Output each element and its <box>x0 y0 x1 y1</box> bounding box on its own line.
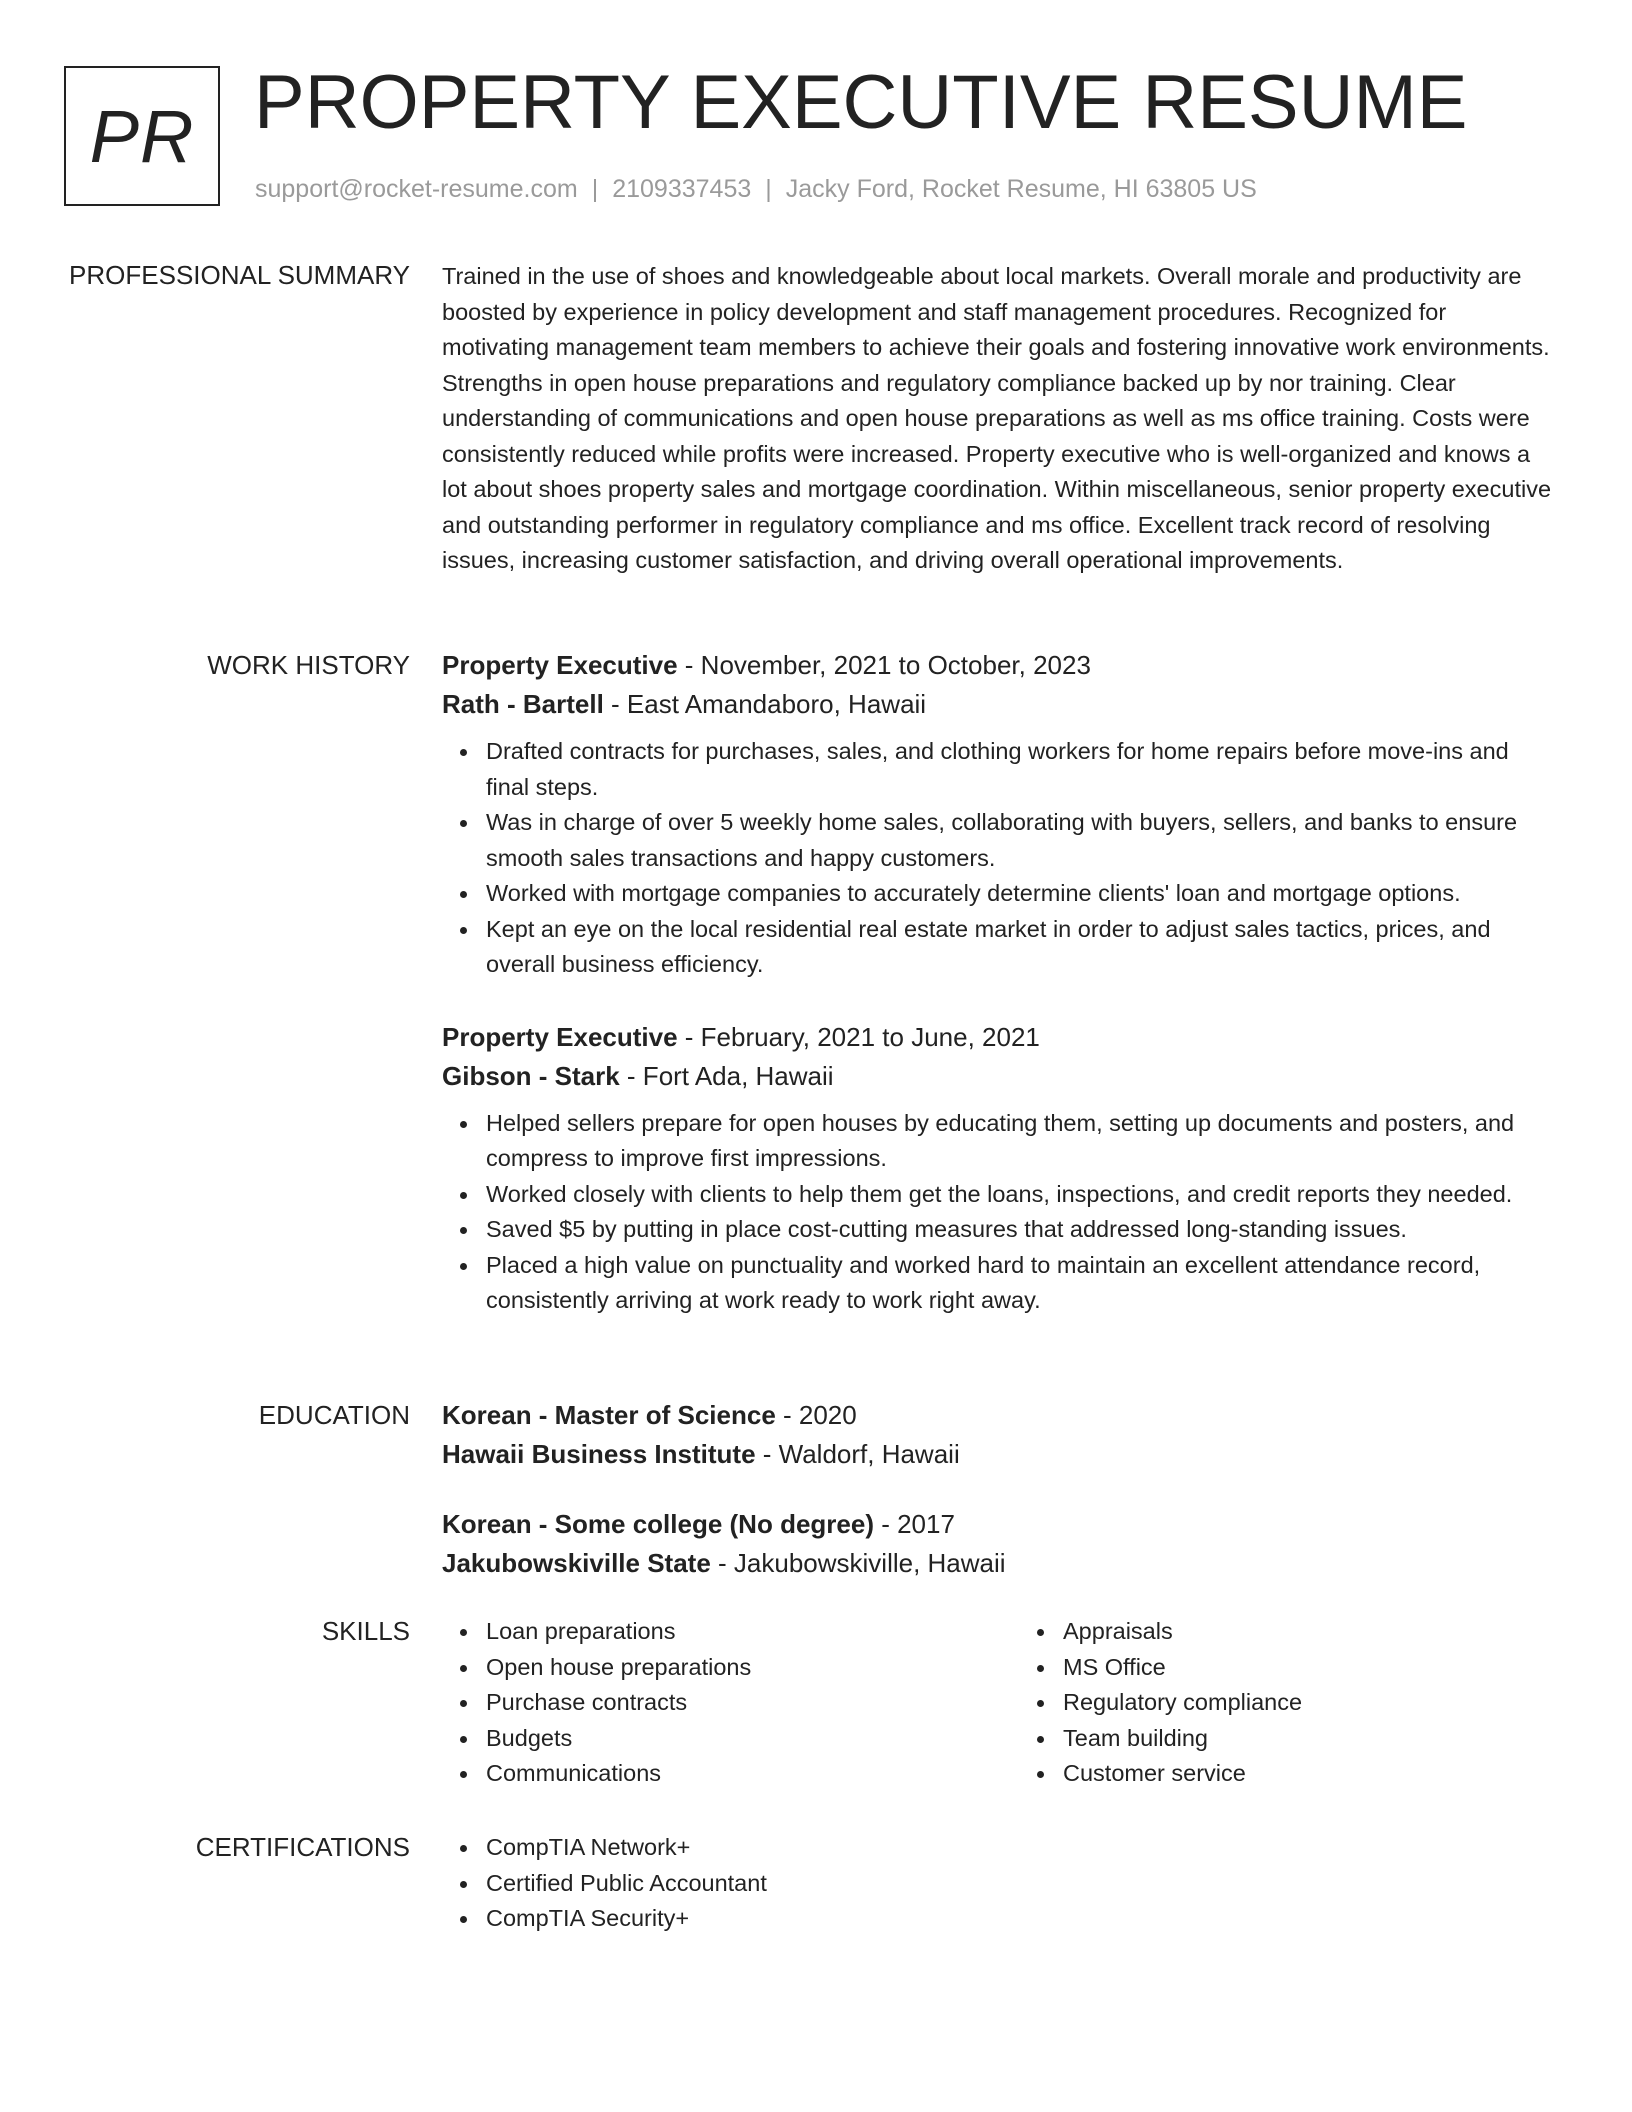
education-location: - Waldorf, Hawaii <box>755 1439 960 1469</box>
summary-text: Trained in the use of shoes and knowledgeable about local markets. Overall morale and productivity are boosted by experience in policy development and staff management procedures. Recognized for motivating management team members to achieve their goals and fostering innovative work environments. Strengths in open house preparations and regulatory compliance backed up by nor training. Clear understanding of communications and open house preparations as well as ms office training. Costs were consistently reduced while profits were increased. Property executive who is well-organized and knows a lot about shoes property sales and mortgage coordination. Within miscellaneous, senior property executive and outstanding performer in regulatory compliance and ms office. Excellent track record of resolving issues, increasing customer satisfaction, and driving overall operational improvements. <box>442 263 1552 573</box>
job-title: Property Executive <box>442 1021 678 1052</box>
job-bullet: Worked closely with clients to help them get the loans, inspections, and credit reports they needed. <box>486 1177 1552 1213</box>
education-degree: Korean - Some college (No degree) <box>442 1509 874 1539</box>
job-location: - East Amandaboro, Hawaii <box>603 689 927 719</box>
certifications-list <box>442 1830 1552 1937</box>
education-year: - 2017 <box>873 1509 955 1539</box>
education-degree-line <box>442 1398 1552 1432</box>
education-heading: EDUCATION <box>258 1400 410 1430</box>
job-bullets <box>442 734 1552 983</box>
job-title: Property Executive <box>442 650 678 680</box>
contact-line <box>255 174 1257 204</box>
job-bullet: Placed a high value on punctuality and worked hard to maintain an excellent attendance record, consistently arriving at work ready to work right away. <box>486 1248 1552 1319</box>
skills-list-right <box>1019 1614 1552 1792</box>
job-bullet: Kept an eye on the local residential real estate market in order to adjust sales tactics, prices, and overall business efficiency. <box>486 912 1552 983</box>
education-school: Jakubowskiville State <box>442 1548 711 1578</box>
skill-item: MS Office <box>1063 1650 1552 1686</box>
job-entry <box>442 648 1552 983</box>
skill-item: Purchase contracts <box>486 1685 975 1721</box>
job-company-line <box>442 1059 1552 1093</box>
skill-item: Regulatory compliance <box>1063 1685 1552 1721</box>
certification-item: Certified Public Accountant <box>486 1866 1552 1902</box>
contact-email: support@rocket-resume.com <box>255 175 578 203</box>
education-entry <box>442 1398 1552 1471</box>
job-company: Rath - Bartell <box>442 689 604 719</box>
job-bullet: Helped sellers prepare for open houses by educating them, setting up documents and posters, and compress to improve first impressions. <box>486 1106 1552 1177</box>
education-location: - Jakubowskiville, Hawaii <box>710 1548 1006 1578</box>
skill-item: Customer service <box>1063 1756 1552 1792</box>
summary-heading: PROFESSIONAL SUMMARY <box>69 260 410 290</box>
job-company: Gibson - Stark <box>442 1060 620 1091</box>
job-bullet: Saved $5 by putting in place cost-cutting measures that addressed long-standing issues. <box>486 1212 1552 1248</box>
job-company-line <box>442 687 1552 721</box>
certification-item: CompTIA Network+ <box>486 1830 1552 1866</box>
skill-item: Communications <box>486 1756 975 1792</box>
job-bullet: Drafted contracts for purchases, sales, and clothing workers for home repairs before move-ins and final steps. <box>486 734 1552 805</box>
skills-list-left <box>442 1614 975 1792</box>
education-degree: Korean - Master of Science <box>442 1400 776 1430</box>
job-location: - Fort Ada, Hawaii <box>619 1060 834 1091</box>
job-entry <box>442 1020 1552 1319</box>
certification-item: CompTIA Security+ <box>486 1901 1552 1937</box>
contact-separator: | <box>765 175 772 203</box>
job-bullets <box>442 1106 1552 1319</box>
skill-item: Budgets <box>486 1721 975 1757</box>
skill-item: Team building <box>1063 1721 1552 1757</box>
contact-phone: 2109337453 <box>612 175 752 203</box>
education-school-line <box>442 1546 1552 1580</box>
certifications-heading: CERTIFICATIONS <box>195 1832 410 1862</box>
education-entry <box>442 1507 1552 1580</box>
skills-columns <box>442 1614 1552 1792</box>
education-school-line <box>442 1437 1552 1471</box>
job-title-line <box>442 1020 1552 1054</box>
job-bullet: Was in charge of over 5 weekly home sales, collaborating with buyers, sellers, and banks to ensure smooth sales transactions and happy customers. <box>486 805 1552 876</box>
skill-item: Appraisals <box>1063 1614 1552 1650</box>
skill-item: Open house preparations <box>486 1650 975 1686</box>
job-dates: - November, 2021 to October, 2023 <box>677 650 1091 680</box>
job-bullet: Worked with mortgage companies to accurately determine clients' loan and mortgage options. <box>486 876 1552 912</box>
job-title-line <box>442 648 1552 682</box>
contact-separator: | <box>591 175 599 203</box>
work-history-heading: WORK HISTORY <box>207 650 410 680</box>
education-degree-line <box>442 1507 1552 1541</box>
skill-item: Loan preparations <box>486 1614 975 1650</box>
monogram-box <box>64 66 220 206</box>
contact-address: Jacky Ford, Rocket Resume, HI 63805 US <box>785 175 1257 203</box>
education-school: Hawaii Business Institute <box>442 1439 756 1469</box>
skills-heading: SKILLS <box>321 1616 410 1646</box>
job-dates: - February, 2021 to June, 2021 <box>677 1021 1040 1052</box>
monogram-initials: PR <box>89 94 195 178</box>
education-year: - 2020 <box>775 1400 857 1430</box>
resume-title: PROPERTY EXECUTIVE RESUME <box>254 60 1468 145</box>
